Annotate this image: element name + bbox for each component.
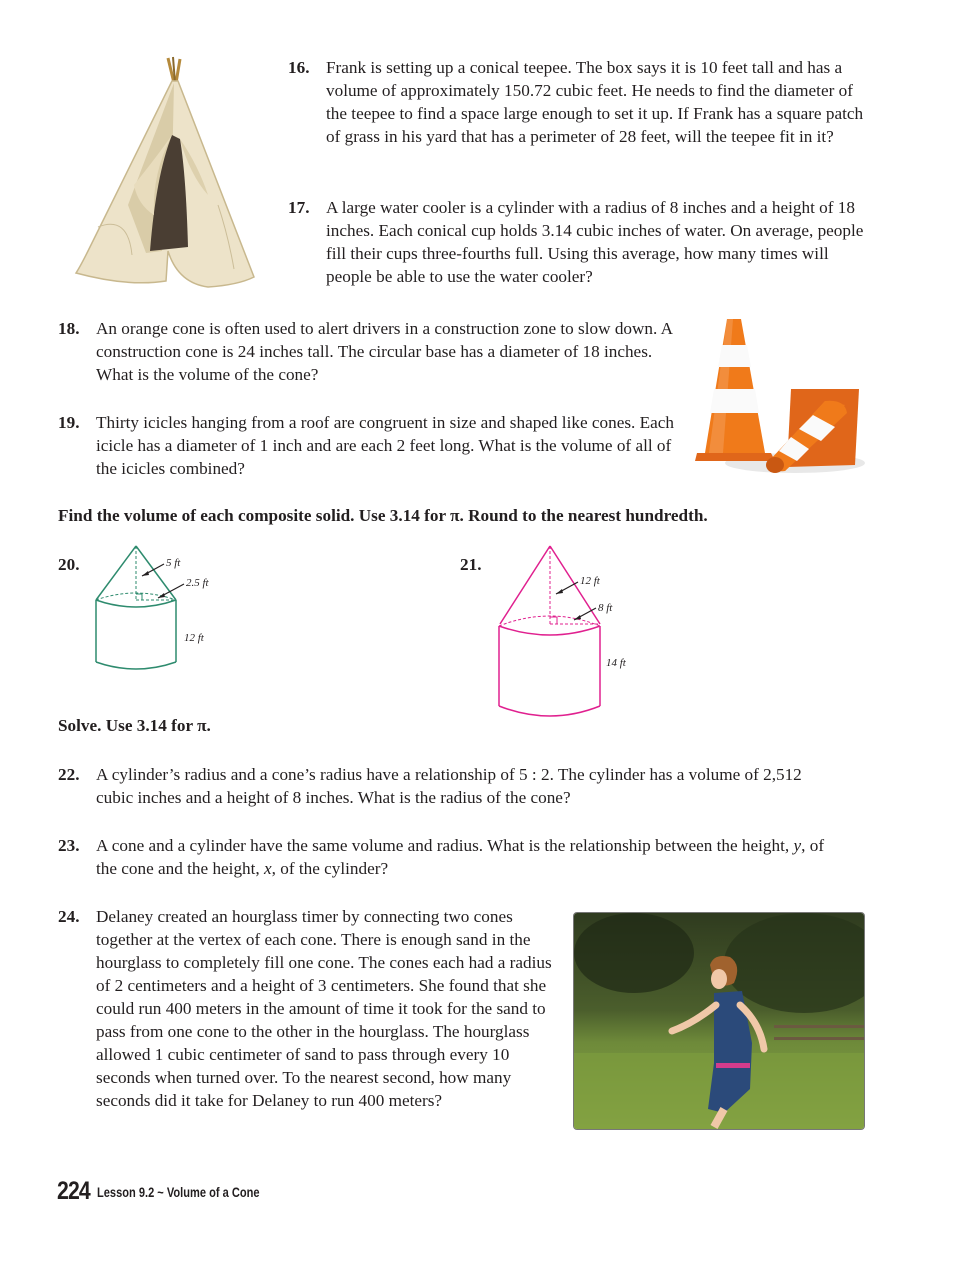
figure-21-height-label: 14 ft [606,657,626,669]
problem-text: An orange cone is often used to alert drivers in a construction zone to slow down. A construction cone is 24 inches tall. The circular base has a diameter of 18 inches. What is the volume of the cone? [96,319,673,384]
composite-instructions: Find the volume of each composite solid. Use 3.14 for π. Round to the nearest hundredth. [58,506,708,525]
problem-number: 24. [58,907,80,926]
figure-20-height-label: 12 ft [184,632,204,644]
figure-20-cone-cylinder [90,542,230,672]
problem-text: Frank is setting up a conical teepee. The box says it is 10 feet tall and has a volume of approximately 150.72 cubic feet. He needs to find the diameter of the teepee to find a space large enough to set it up. If Frank has a square patch of grass in his yard that has a perimeter of 28 feet, will the teepee fit in it? [326,58,864,146]
figure-20-radius-label: 2.5 ft [186,577,209,589]
figure-21-cone-cylinder [494,542,644,724]
teepee-photo [68,55,258,291]
running-girl-photo [573,912,865,1130]
problem-text: Thirty icicles hanging from a roof are congruent in size and shaped like cones. Each icicle has a diameter of 1 inch and are each 2 feet long. What is the volume of all of the icicles combined? [96,413,674,478]
problem-number: 21. [460,555,482,574]
figure-20-slant-label: 5 ft [166,557,181,569]
figure-21-slant-label: 12 ft [580,575,600,587]
problem-text: A cylinder’s radius and a cone’s radius have a relationship of 5 : 2. The cylinder has a volume of 2,512 cubic inches and a height of 8 inches. What is the radius of the cone? [96,765,802,807]
problem-text: A cone and a cylinder have the same volume and radius. What is the relationship between the height, y, of the cone and the height, x, of the cylinder? [96,836,825,878]
problem-number: 23. [58,836,80,855]
problem-number: 17. [288,198,310,217]
problem-number: 22. [58,765,80,784]
traffic-cones-photo [695,315,865,477]
solve-instructions: Solve. Use 3.14 for π. [58,716,211,735]
problem-text: Delaney created an hourglass timer by connecting two cones together at the vertex of each cone. There is enough sand in the hourglass to completely fill one cone. The cones each had a radius of 2 centimeters and a height of 3 centimeters. She found that she could run 400 meters in the amount of time it took for the sand to pass from one cone to the other in the hourglass. The hourglass allowed 1 cubic centimeter of sand to pass through every 10 seconds when turned over. To the nearest second, how many seconds did it take for Delaney to run 400 meters? [96,907,552,1110]
figure-21-radius-label: 8 ft [598,602,613,614]
page-number: 224 [57,1177,90,1205]
lesson-title: Lesson 9.2 ~ Volume of a Cone [97,1185,260,1200]
problem-number: 18. [58,319,80,338]
problem-text: A large water cooler is a cylinder with a radius of 8 inches and a height of 18 inches. Each conical cup holds 3.14 cubic inches of water. On average, people fill their cups three-fourths full. Using this average, how many times will people be able to use the water cooler? [326,198,864,286]
problem-number: 19. [58,413,80,432]
problem-number: 16. [288,58,310,77]
problem-number: 20. [58,555,80,574]
